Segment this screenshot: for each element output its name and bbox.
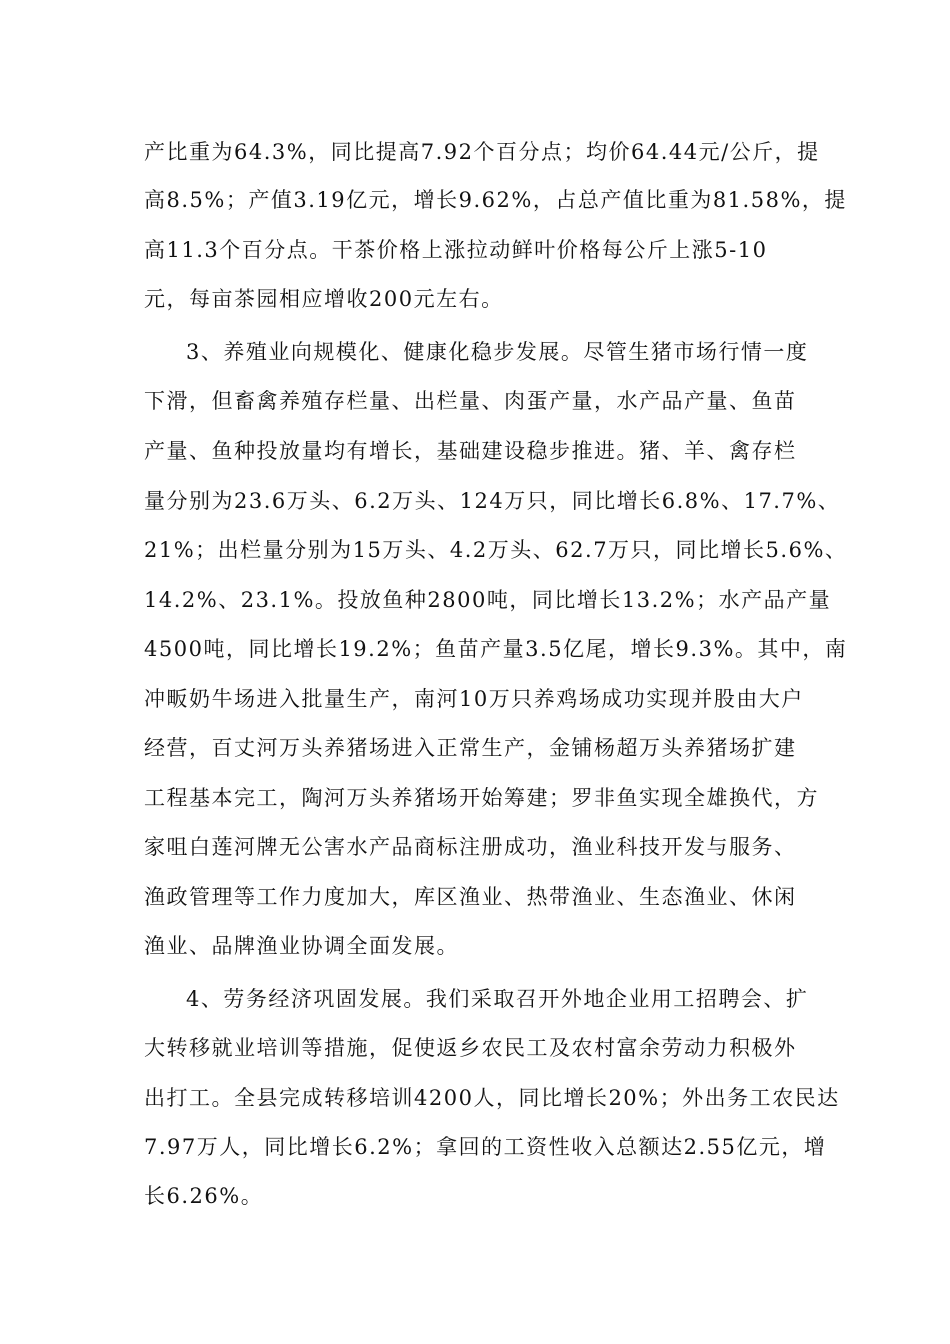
paragraph-3-line-1: 4、劳务经济巩固发展。我们采取召开外地企业用工招聘会、扩: [186, 987, 809, 1011]
paragraph-2-line-7: 4500吨，同比增长19.2%；鱼苗产量3.5亿尾，增长9.3%。其中，南: [144, 637, 848, 661]
paragraph-3-line-2: 大转移就业培训等措施，促使返乡农民工及农村富余劳动力积极外: [144, 1036, 797, 1060]
paragraph-2-line-11: 家咀白莲河牌无公害水产品商标注册成功，渔业科技开发与服务、: [144, 835, 797, 859]
paragraph-1-line-3: 高11.3个百分点。干茶价格上涨拉动鲜叶价格每公斤上涨5-10: [144, 238, 768, 262]
paragraph-2-line-10: 工程基本完工，陶河万头养猪场开始筹建；罗非鱼实现全雄换代，方: [144, 786, 819, 810]
paragraph-1-line-1: 产比重为64.3%，同比提高7.92个百分点；均价64.44元/公斤，提: [144, 140, 820, 164]
paragraph-3-line-3: 出打工。全县完成转移培训4200人，同比增长20%；外出务工农民达: [144, 1086, 840, 1110]
paragraph-2-line-12: 渔政管理等工作力度加大，库区渔业、热带渔业、生态渔业、休闲: [144, 885, 797, 909]
paragraph-2-line-4: 量分别为23.6万头、6.2万头、124万只，同比增长6.8%、17.7%、: [144, 489, 841, 513]
paragraph-2-line-5: 21%；出栏量分别为15万头、4.2万头、62.7万只，同比增长5.6%、: [144, 538, 848, 562]
paragraph-3-line-4: 7.97万人，同比增长6.2%；拿回的工资性收入总额达2.55亿元，增: [144, 1135, 827, 1159]
paragraph-2-line-3: 产量、鱼种投放量均有增长，基础建设稳步推进。猪、羊、禽存栏: [144, 439, 797, 463]
paragraph-3-line-5: 长6.26%。: [144, 1184, 264, 1208]
paragraph-2-line-9: 经营，百丈河万头养猪场进入正常生产，金铺杨超万头养猪场扩建: [144, 736, 797, 760]
paragraph-2-line-13: 渔业、品牌渔业协调全面发展。: [144, 934, 459, 958]
paragraph-2-line-2: 下滑，但畜禽养殖存栏量、出栏量、肉蛋产量，水产品产量、鱼苗: [144, 389, 797, 413]
paragraph-2-line-1: 3、养殖业向规模化、健康化稳步发展。尽管生猪市场行情一度: [186, 340, 809, 364]
paragraph-2-line-8: 冲畈奶牛场进入批量生产，南河10万只养鸡场成功实现并股由大户: [144, 687, 804, 711]
paragraph-1-line-2: 高8.5%；产值3.19亿元，增长9.62%，占总产值比重为81.58%，提: [144, 188, 847, 212]
paragraph-2-line-6: 14.2%、23.1%。投放鱼种2800吨，同比增长13.2%；水产品产量: [144, 588, 832, 612]
paragraph-1-line-4: 元，每亩茶园相应增收200元左右。: [144, 287, 504, 311]
